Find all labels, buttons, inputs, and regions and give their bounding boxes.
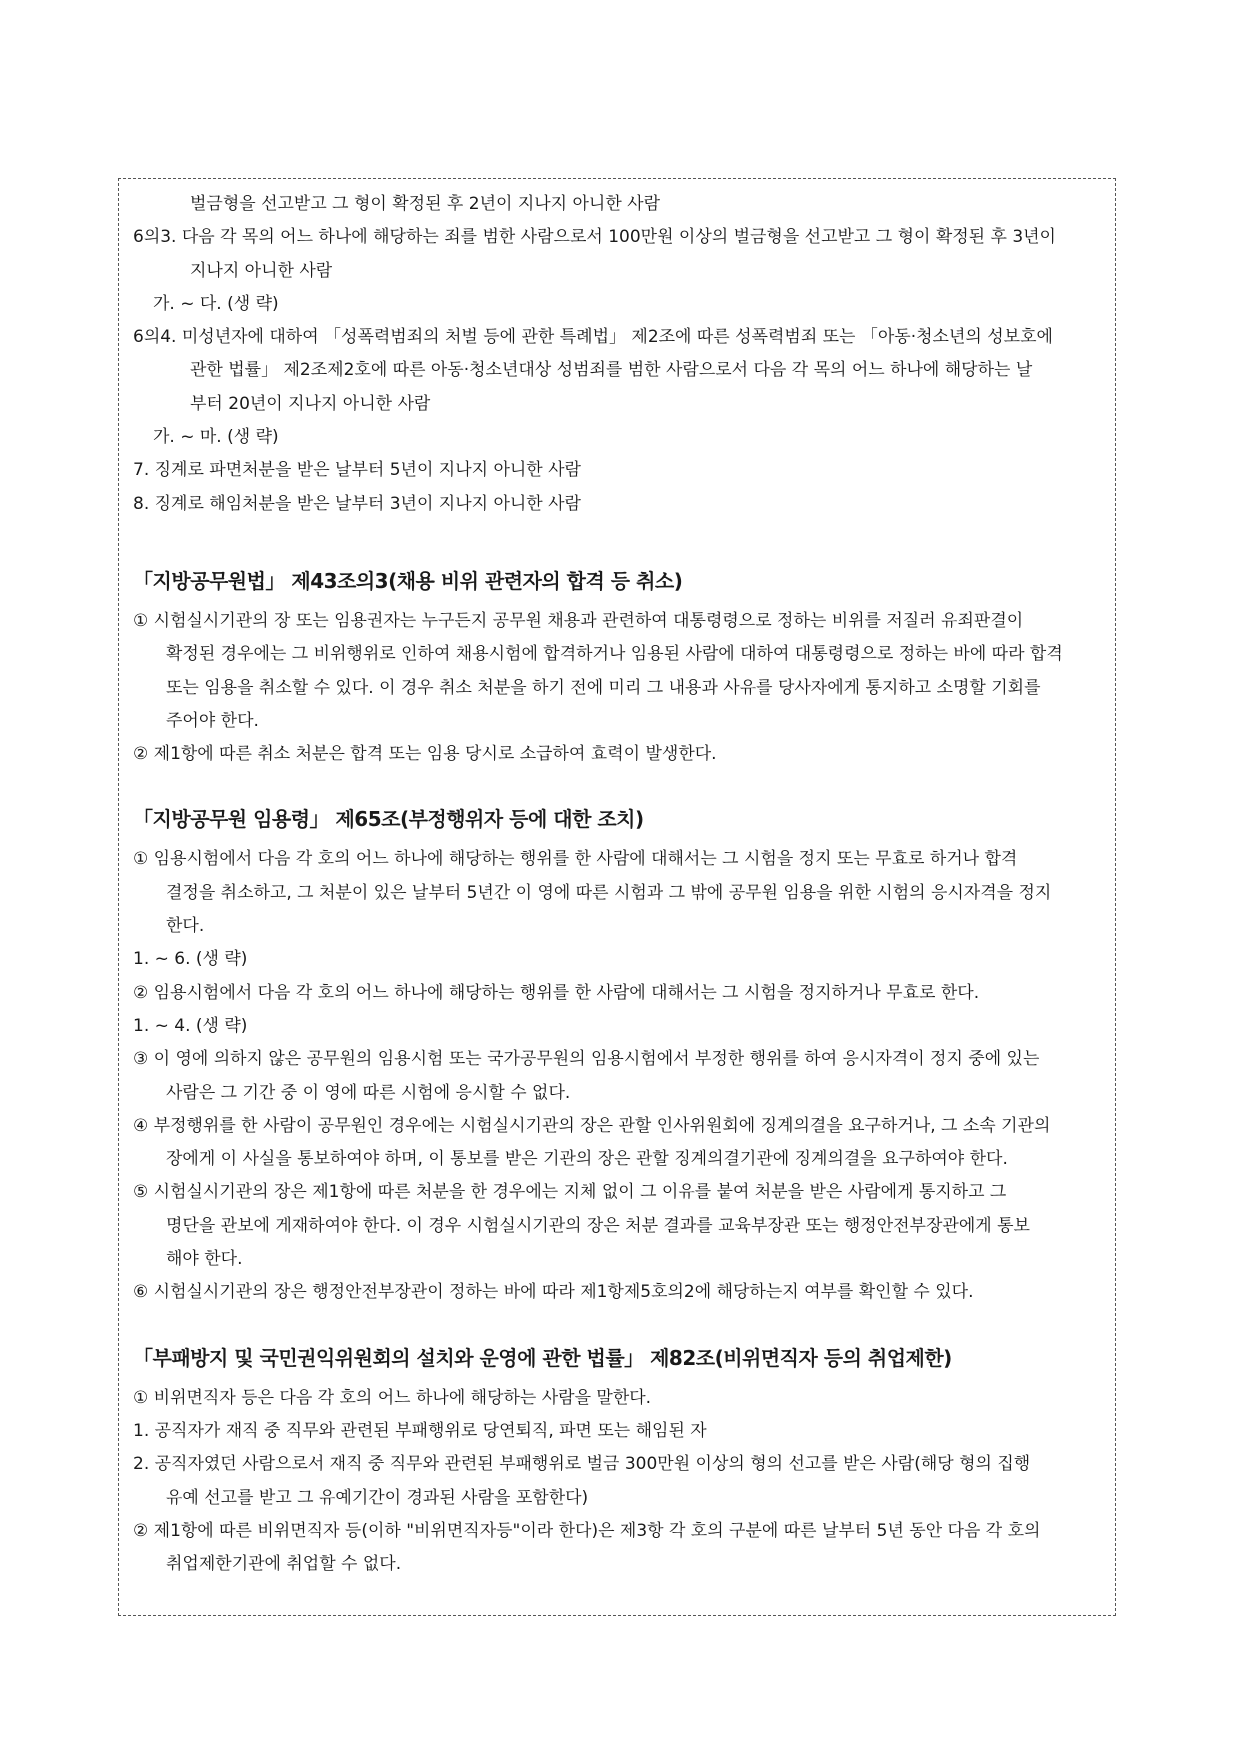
text-line: ⑥ 시험실시기관의 장은 행정안전부장관이 정하는 바에 따라 제1항제5호의2에 해당하는지 여부를 확인할 수 있다. [133, 1282, 974, 1303]
text-line: 주어야 한다. [166, 710, 259, 731]
text-line: 1. ~ 6. (생 략) [133, 949, 248, 970]
text-line: 결정을 취소하고, 그 처분이 있은 날부터 5년간 이 영에 따른 시험과 그 밖에 공무원 임용을 위한 시험의 응시자격을 정지 [166, 882, 1052, 903]
text-line: ② 임용시험에서 다음 각 호의 어느 하나에 해당하는 행위를 한 사람에 대해서는 그 시험을 정지하거나 무효로 한다. [133, 982, 980, 1003]
section-heading-appointment-decree: 「지방공무원 임용령」 제65조(부정행위자 등에 대한 조치) [133, 807, 644, 832]
text-line: 7. 징계로 파면처분을 받은 날부터 5년이 지나지 아니한 사람 [133, 460, 581, 481]
section-body-anti-corruption-act [133, 1382, 1113, 1582]
section-heading-anti-corruption-act: 「부패방지 및 국민권익위원회의 설치와 운영에 관한 법률」 제82조(비위면직자 등의 취업제한) [133, 1345, 952, 1370]
continued-provisions [133, 188, 1113, 521]
text-line: 가. ~ 다. (생 략) [153, 293, 279, 314]
text-line: 6의4. 미성년자에 대하여 「성폭력범죄의 처벌 등에 관한 특례법」 제2조에 따른 성폭력범죄 또는 「아동·청소년의 성보호에 [133, 327, 1053, 348]
text-line: 6의3. 다음 각 목의 어느 하나에 해당하는 죄를 범한 사람으로서 100만원 이상의 벌금형을 선고받고 그 형이 확정된 후 3년이 [133, 227, 1056, 248]
text-line: 한다. [166, 916, 205, 937]
text-line: 장에게 이 사실을 통보하여야 하며, 이 통보를 받은 기관의 장은 관할 징계의결기관에 징계의결을 요구하여야 한다. [166, 1149, 1008, 1170]
text-line: ① 시험실시기관의 장 또는 임용권자는 누구든지 공무원 채용과 관련하여 대통령령으로 정하는 비위를 저질러 유죄판결이 [133, 610, 1024, 631]
text-line: 해야 한다. [166, 1249, 243, 1270]
section-body-appointment-decree [133, 843, 1113, 1309]
text-line: ② 제1항에 따른 비위면직자 등(이하 "비위면직자등"이라 한다)은 제3항 각 호의 구분에 따른 날부터 5년 동안 다음 각 호의 [133, 1520, 1041, 1541]
text-line: ② 제1항에 따른 취소 처분은 합격 또는 임용 당시로 소급하여 효력이 발생한다. [133, 744, 717, 765]
text-line: 명단을 관보에 게재하여야 한다. 이 경우 시험실시기관의 장은 처분 결과를 교육부장관 또는 행정안전부장관에게 통보 [166, 1215, 1030, 1236]
text-line: 취업제한기관에 취업할 수 없다. [166, 1554, 402, 1575]
text-line: 벌금형을 선고받고 그 형이 확정된 후 2년이 지나지 아니한 사람 [190, 194, 660, 214]
text-line: 부터 20년이 지나지 아니한 사람 [190, 393, 431, 414]
document-body [133, 188, 1113, 1581]
text-line: 2. 공직자였던 사람으로서 재직 중 직무와 관련된 부패행위로 벌금 300만원 이상의 형의 선고를 받은 사람(해당 형의 집행 [133, 1454, 1031, 1475]
text-line: 가. ~ 마. (생 략) [153, 427, 279, 448]
text-line: 또는 임용을 취소할 수 있다. 이 경우 취소 처분을 하기 전에 미리 그 내용과 사유를 당사자에게 통지하고 소명할 기회를 [166, 677, 1041, 698]
text-line: 1. 공직자가 재직 중 직무와 관련된 부패행위로 당연퇴직, 파면 또는 해임된 자 [133, 1420, 707, 1441]
text-line: 8. 징계로 해임처분을 받은 날부터 3년이 지나지 아니한 사람 [133, 493, 581, 514]
text-line: 지나지 아니한 사람 [190, 260, 333, 281]
section-body-local-public-officials-act [133, 605, 1113, 771]
text-line: 관한 법률」 제2조제2호에 따른 아동·청소년대상 성범죄를 범한 사람으로서 다음 각 목의 어느 하나에 해당하는 날 [190, 360, 1033, 381]
text-line: 확정된 경우에는 그 비위행위로 인하여 채용시험에 합격하거나 임용된 사람에 대하여 대통령령으로 정하는 바에 따라 합격 [166, 644, 1063, 665]
text-line: ① 임용시험에서 다음 각 호의 어느 하나에 해당하는 행위를 한 사람에 대해서는 그 시험을 정지 또는 무효로 하거나 합격 [133, 849, 1018, 870]
text-line: 1. ~ 4. (생 략) [133, 1015, 248, 1036]
text-line: ① 비위면직자 등은 다음 각 호의 어느 하나에 해당하는 사람을 말한다. [133, 1387, 652, 1408]
text-line: ③ 이 영에 의하지 않은 공무원의 임용시험 또는 국가공무원의 임용시험에서 부정한 행위를 하여 응시자격이 정지 중에 있는 [133, 1049, 1040, 1070]
text-line: 유예 선고를 받고 그 유예기간이 경과된 사람을 포함한다) [166, 1487, 589, 1508]
section-heading-local-public-officials-act: 「지방공무원법」 제43조의3(채용 비위 관련자의 합격 등 취소) [133, 568, 683, 593]
text-line: 사람은 그 기간 중 이 영에 따른 시험에 응시할 수 없다. [166, 1082, 571, 1103]
text-line: ④ 부정행위를 한 사람이 공무원인 경우에는 시험실시기관의 장은 관할 인사위원회에 징계의결을 요구하거나, 그 소속 기관의 [133, 1115, 1051, 1136]
text-line: ⑤ 시험실시기관의 장은 제1항에 따른 처분을 한 경우에는 지체 없이 그 이유를 붙여 처분을 받은 사람에게 통지하고 그 [133, 1182, 1007, 1203]
